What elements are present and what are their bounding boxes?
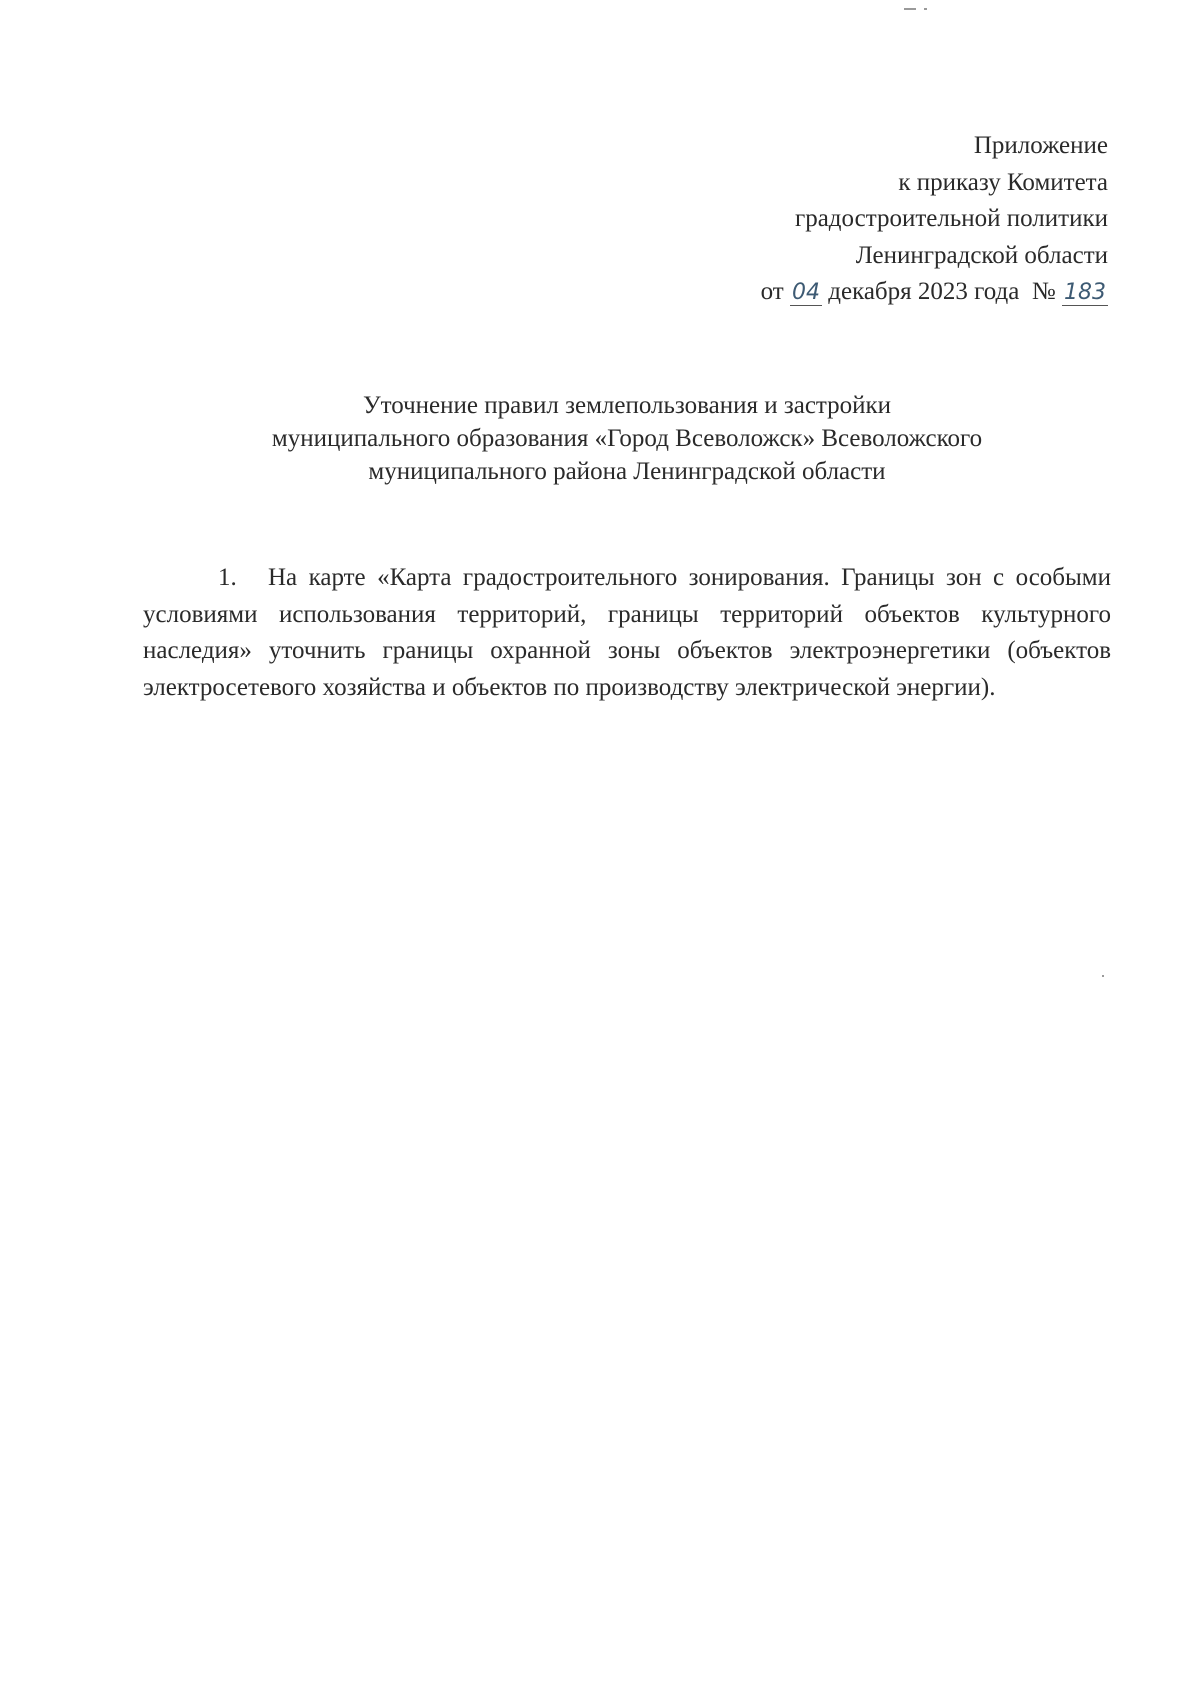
appendix-order-ref: к приказу Комитета	[898, 168, 1108, 196]
appendix-committee: градостроительной политики	[794, 205, 1108, 232]
scan-artifact	[904, 8, 916, 10]
scan-artifact	[924, 8, 927, 10]
scan-artifact	[1102, 975, 1104, 977]
appendix-date-line	[588, 274, 1108, 311]
handwritten-day: 04	[792, 280, 820, 305]
date-rest: декабря 2023 года	[828, 278, 1020, 305]
title-line-3: муниципального района Ленинградской области	[368, 458, 886, 485]
paragraph	[143, 560, 1111, 706]
paragraph-number: 1.	[218, 564, 237, 591]
appendix-block	[588, 128, 1108, 311]
appendix-label: Приложение	[973, 132, 1108, 159]
handwritten-number: 183	[1064, 280, 1106, 305]
document-body	[143, 560, 1111, 706]
title-line-1: Уточнение правил землепользования и застройки	[362, 392, 892, 419]
paragraph-text: На карте «Карта градостроительного зонирования. Границы зон с особыми условиями использования территорий, границы территорий объектов культурного наследия» уточнить границы охранной зоны объектов электроэнергетики (объектов электросетевого хозяйства и объектов по производству электрической энергии).	[143, 564, 1111, 701]
document-title	[140, 389, 1114, 488]
title-line-2: муниципального образования «Город Всеволожск» Всеволожского	[271, 425, 983, 452]
number-sign: №	[1031, 278, 1056, 305]
appendix-region: Ленинградской области	[855, 241, 1108, 269]
date-prefix: от	[760, 278, 784, 305]
